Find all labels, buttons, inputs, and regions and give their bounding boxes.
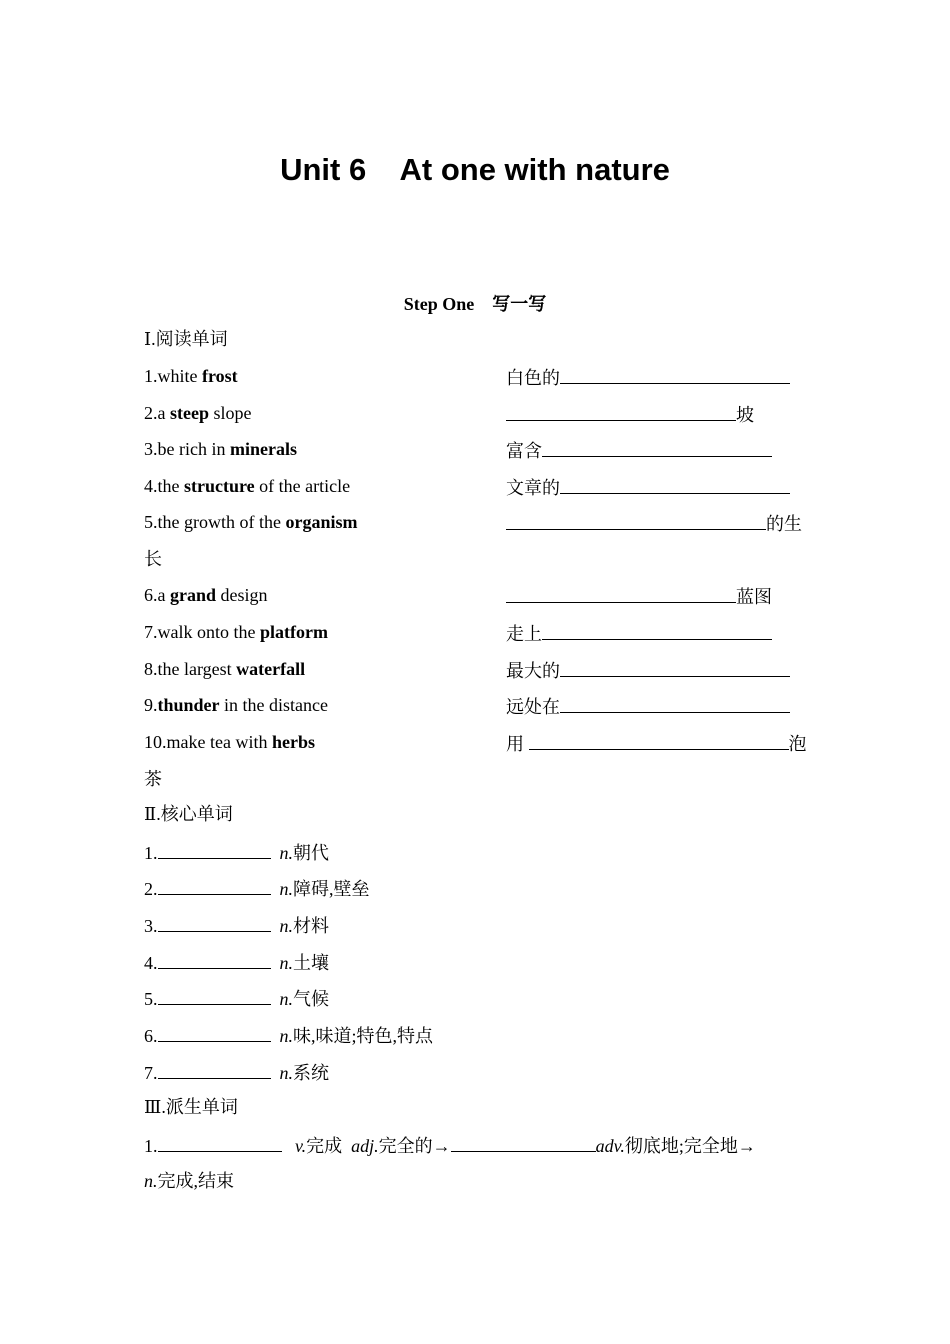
core-item-5: 5. n.气候 [144,984,329,1010]
answer-blank[interactable] [158,948,271,969]
reading-answer-7: 走上 [506,619,772,645]
answer-blank[interactable] [542,436,772,457]
answer-blank[interactable] [158,984,271,1005]
core-item-6: 6. n.味,味道;特色,特点 [144,1021,433,1047]
answer-blank[interactable] [158,1021,271,1042]
section-3-heading: Ⅲ.派生单词 [144,1097,238,1117]
reading-item-3: 3.be rich in minerals [144,439,297,459]
answer-blank[interactable] [560,692,790,713]
reading-answer-8: 最大的 [506,656,790,682]
answer-blank[interactable] [506,509,766,530]
answer-blank[interactable] [506,400,736,421]
core-item-1: 1. n.朝代 [144,838,329,864]
section-1-heading: Ⅰ.阅读单词 [144,329,228,349]
core-item-2: 2. n.障碍,壁垒 [144,874,370,900]
step-heading: Step One 写一写 [403,294,547,314]
answer-blank[interactable] [158,911,271,932]
reading-item-2: 2.a steep slope [144,403,252,423]
reading-item-10: 10.make tea with herbs [144,732,315,752]
reading-answer-10: 用 泡 [506,729,807,755]
page-title: Unit 6 At one with nature [280,152,670,187]
core-item-7: 7. n.系统 [144,1058,329,1084]
reading-item-1: 1.white frost [144,366,238,386]
answer-blank[interactable] [158,874,271,895]
reading-answer-9: 远处在 [506,692,790,718]
answer-blank[interactable] [560,363,790,384]
answer-blank[interactable] [529,729,789,750]
reading-item-8: 8.the largest waterfall [144,659,306,679]
derived-item-1: 1. v.完成 adj.完全的→ adv.彻底地;完全地→ [144,1131,756,1157]
reading-item-4: 4.the structure of the article [144,476,351,496]
answer-blank[interactable] [506,582,736,603]
reading-item-7: 7.walk onto the platform [144,622,328,642]
answer-blank[interactable] [542,619,772,640]
reading-answer-4: 文章的 [506,473,790,499]
reading-item-5: 5.the growth of the organism [144,512,358,532]
answer-blank[interactable] [560,473,790,494]
core-item-3: 3. n.材料 [144,911,329,937]
answer-blank[interactable] [158,1131,282,1152]
reading-answer-1: 白色的 [506,363,790,389]
reading-item-6: 6.a grand design [144,585,268,605]
reading-answer-10-wrap: 茶 [144,769,162,789]
reading-answer-3: 富含 [506,436,772,462]
reading-answer-5-wrap: 长 [144,549,162,569]
section-2-heading: Ⅱ.核心单词 [144,804,233,824]
derived-item-1-wrap: n.完成,结束 [144,1171,234,1191]
reading-item-9: 9.thunder in the distance [144,695,328,715]
answer-blank[interactable] [451,1131,596,1152]
answer-blank[interactable] [158,1058,271,1079]
reading-answer-5: 的生 [506,509,802,535]
reading-answer-2: 坡 [506,400,754,426]
answer-blank[interactable] [560,656,790,677]
reading-answer-6: 蓝图 [506,582,772,608]
core-item-4: 4. n.土壤 [144,948,329,974]
answer-blank[interactable] [158,838,271,859]
